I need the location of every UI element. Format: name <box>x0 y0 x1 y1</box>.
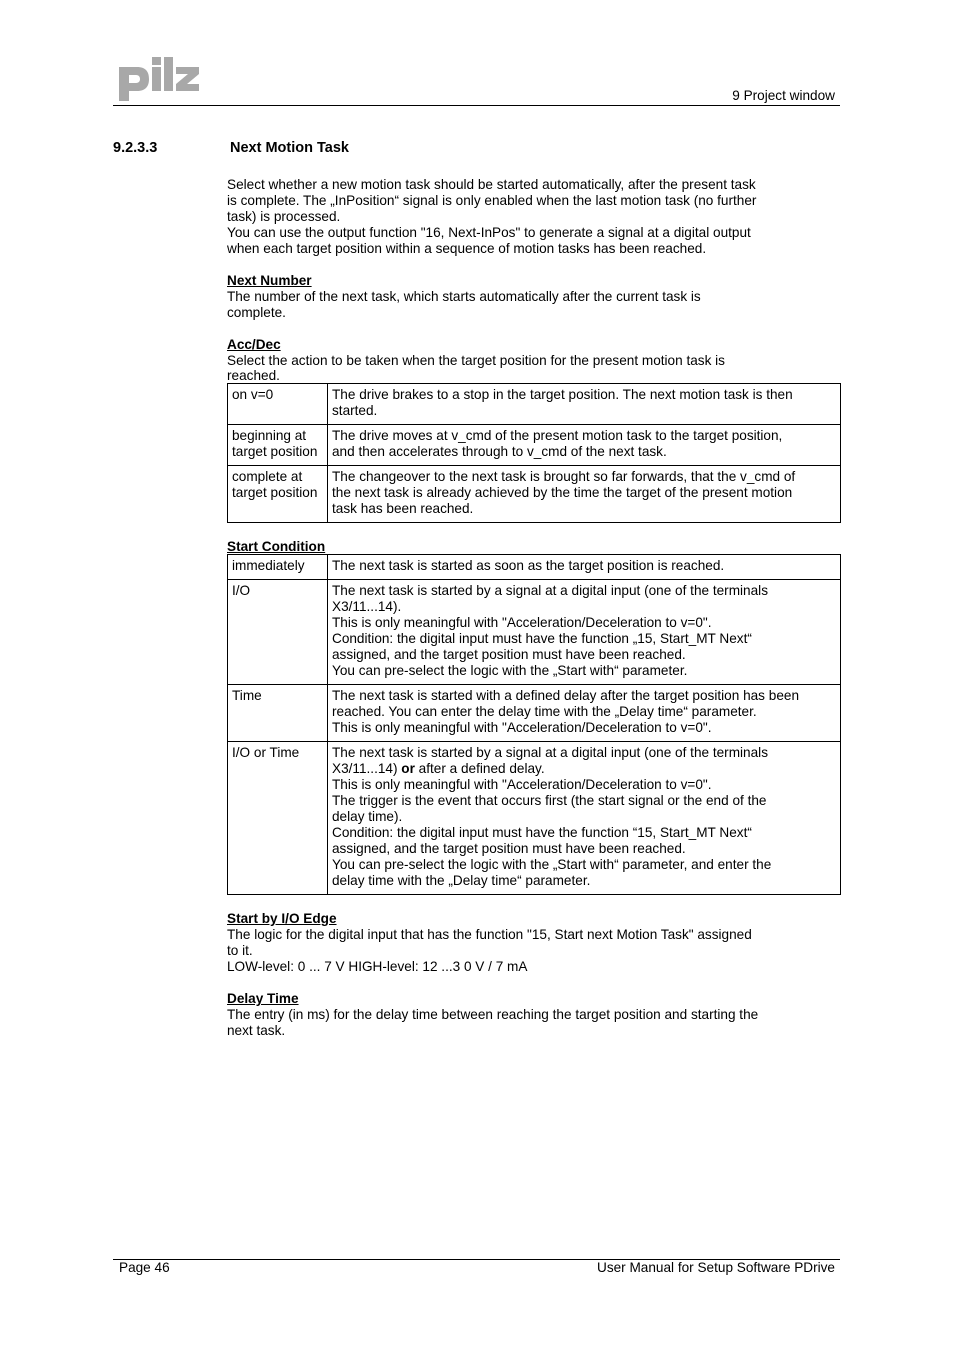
acc-dec-text: Select the action to be taken when the target position for the present motion task is <box>227 353 725 368</box>
option-term: I/O or Time <box>228 742 328 895</box>
intro-line: task) is processed. <box>227 209 341 224</box>
header-rule <box>113 105 840 106</box>
page-number: Page 46 <box>119 1260 170 1275</box>
table-row <box>228 742 841 895</box>
option-term: complete at target position <box>228 466 328 523</box>
start-edge-text: LOW-level: 0 ... 7 V HIGH-level: 12 ...3 0 V / 7 mA <box>227 959 528 974</box>
manual-title: User Manual for Setup Software PDrive <box>597 1260 835 1275</box>
next-number-text: The number of the next task, which starts automatically after the current task is <box>227 289 701 304</box>
intro-line: Select whether a new motion task should be started automatically, after the present task <box>227 177 756 192</box>
delay-time-text: next task. <box>227 1023 286 1038</box>
table-row <box>228 555 841 580</box>
start-edge-text: to it. <box>227 943 253 958</box>
next-number-text: complete. <box>227 305 286 320</box>
start-edge-text: The logic for the digital input that has the function "15, Start next Motion Task" assigned <box>227 927 752 942</box>
option-description: The changeover to the next task is brought so far forwards, that the v_cmd of the next task is already achieved by the time the target of the present motion task has been reached. <box>328 466 841 523</box>
option-description: The next task is started with a defined delay after the target position has been reached. You can enter the delay time with the „Delay time“ parameter. This is only meaningful with "Acceleration/Deceleration to v=0". <box>328 685 841 742</box>
option-description: The next task is started by a signal at a digital input (one of the terminals X3/11...14). This is only meaningful with "Acceleration/Deceleration to v=0". Condition: the digital input must have the function „15, Start_MT Next“ assigned, and the target position must have been reached. You can pre-select the logic with the „Start with“ parameter. <box>328 580 841 685</box>
table-row <box>228 466 841 523</box>
pilz-logo <box>117 55 201 103</box>
delay-time-heading: Delay Time <box>227 991 299 1006</box>
option-description: The drive brakes to a stop in the target position. The next motion task is then started. <box>328 384 841 425</box>
option-term: Time <box>228 685 328 742</box>
section-body <box>227 177 841 1039</box>
table-row <box>228 685 841 742</box>
start-condition-heading: Start Condition <box>227 539 326 554</box>
acc-dec-heading: Acc/Dec <box>227 337 281 352</box>
intro-line: when each target position within a sequence of motion tasks has been reached. <box>227 241 707 256</box>
start-edge-heading: Start by I/O Edge <box>227 911 337 926</box>
emphasis-or: or <box>401 761 415 776</box>
acc-dec-table <box>227 383 841 523</box>
option-term: beginning at target position <box>228 425 328 466</box>
acc-dec-text: reached. <box>227 368 280 383</box>
option-term: on v=0 <box>228 384 328 425</box>
option-term: I/O <box>228 580 328 685</box>
section-number: 9.2.3.3 <box>113 140 158 156</box>
option-term: immediately <box>228 555 328 580</box>
delay-time-text: The entry (in ms) for the delay time between reaching the target position and starting the <box>227 1007 759 1022</box>
table-row <box>228 580 841 685</box>
intro-line: is complete. The „InPosition“ signal is only enabled when the last motion task (no further <box>227 193 757 208</box>
next-number-heading: Next Number <box>227 273 312 288</box>
chapter-title: 9 Project window <box>732 88 835 103</box>
option-description: The next task is started by a signal at a digital input (one of the terminals X3/11...14) or after a defined delay. This is only meaningful with "Acceleration/Deceleration to v=0". The trigger is the event that occurs first (the start signal or the end of the delay time). Condition: the digital input must have the function “15, Start_MT Next“ assigned, and the target position must have been reached. You can pre-select the logic with the „Start with“ parameter, and enter the delay time with the „Delay time“ parameter. <box>328 742 841 895</box>
intro-line: You can use the output function "16, Next-InPos" to generate a signal at a digital output <box>227 225 751 240</box>
start-condition-table <box>227 554 841 895</box>
option-description: The drive moves at v_cmd of the present motion task to the target position, and then accelerates through to v_cmd of the next task. <box>328 425 841 466</box>
option-description: The next task is started as soon as the target position is reached. <box>328 555 841 580</box>
section-title: Next Motion Task <box>230 140 349 156</box>
table-row <box>228 384 841 425</box>
table-row <box>228 425 841 466</box>
